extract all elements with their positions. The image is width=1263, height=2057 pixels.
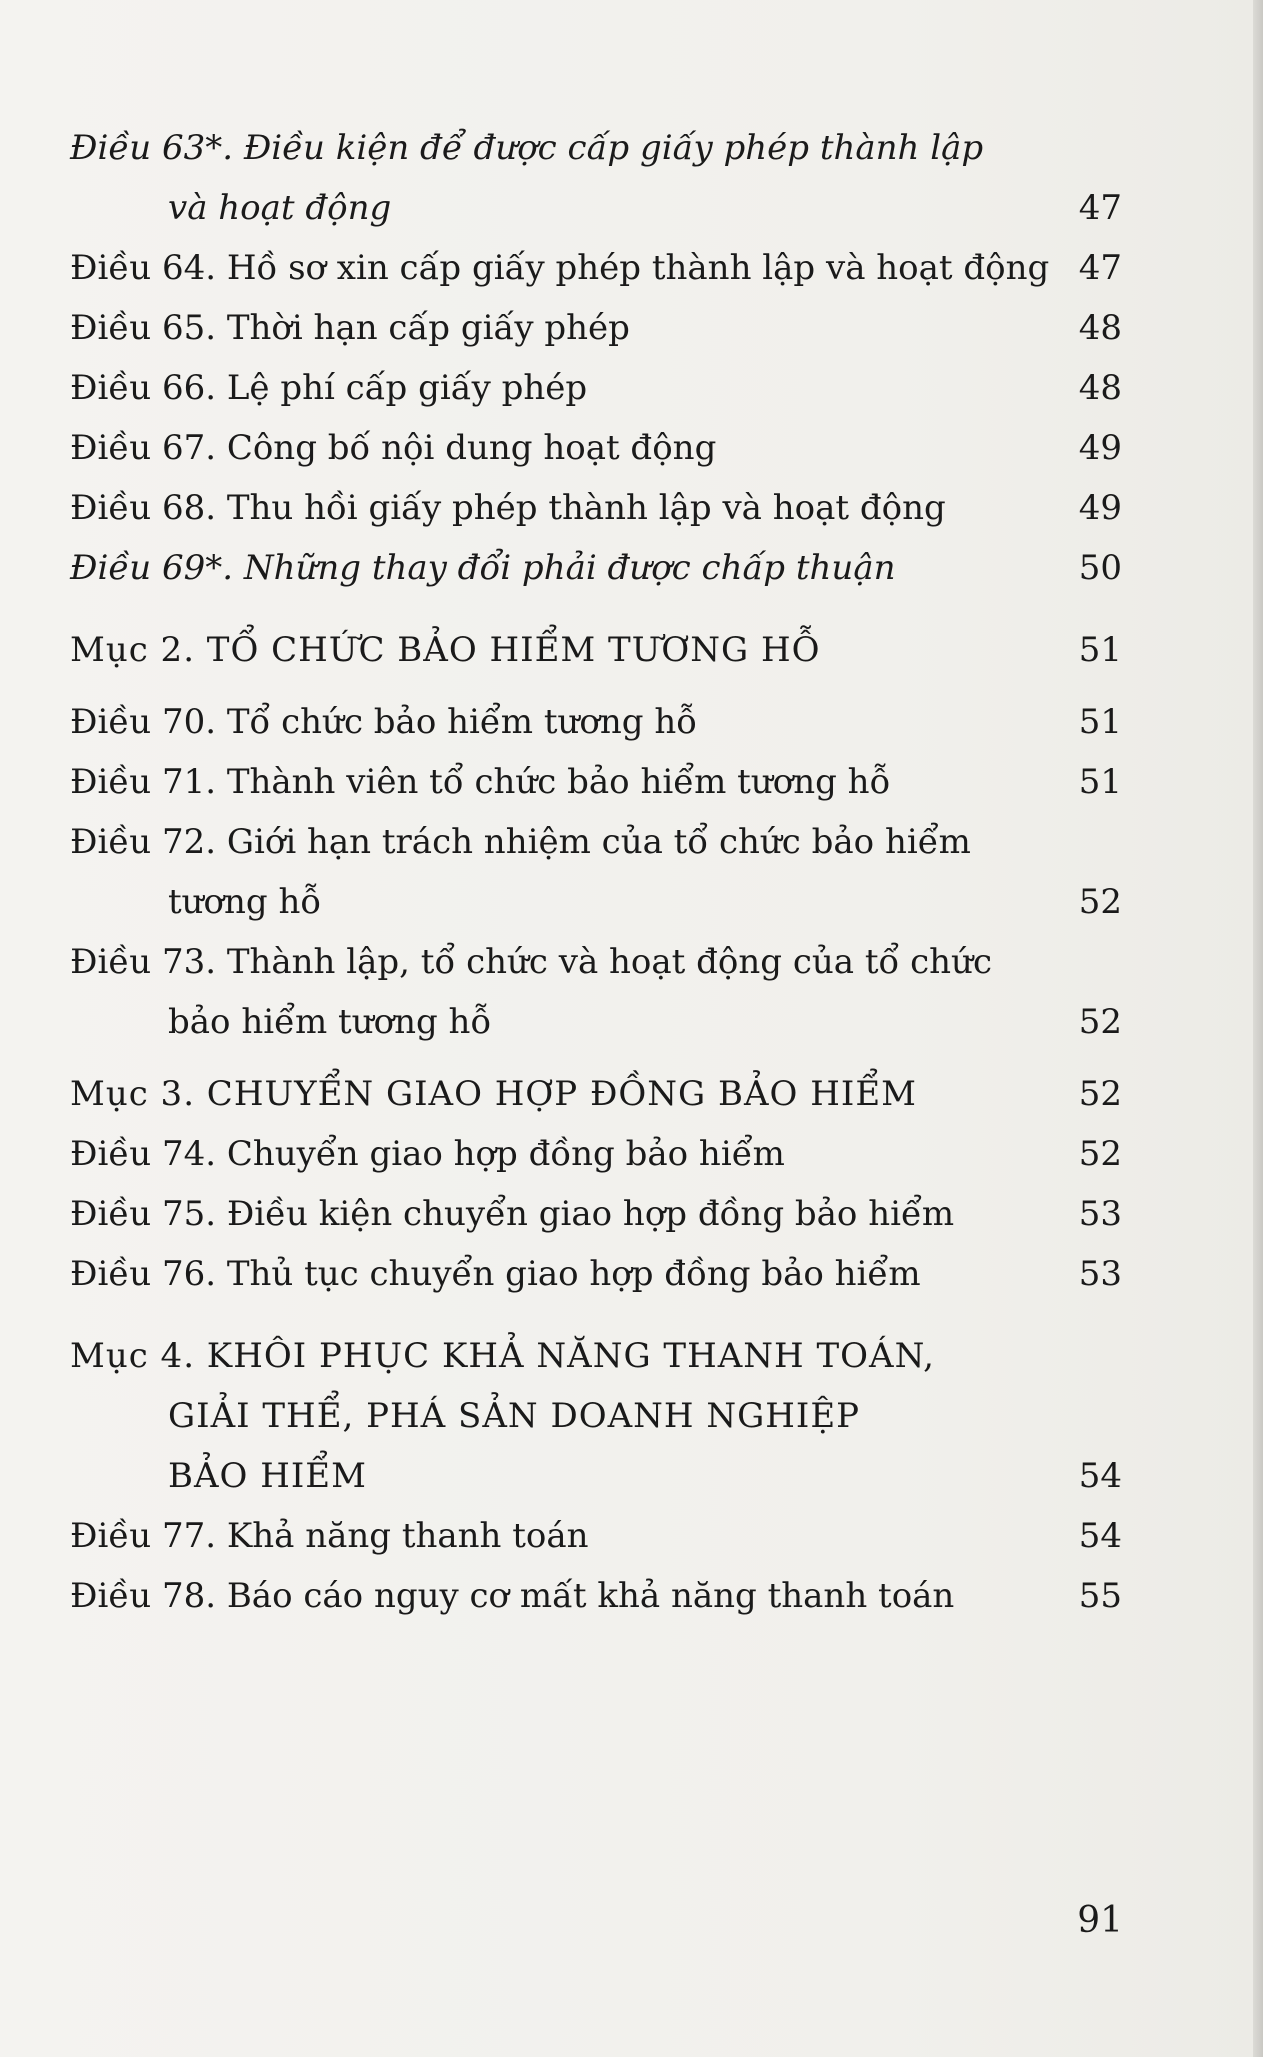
toc-entry-title-continued: và hoạt động xyxy=(168,188,392,228)
toc-entry-dieu-68 xyxy=(70,478,1122,538)
toc-section-title: Mục 4. KHÔI PHỤC KHẢ NĂNG THANH TOÁN, xyxy=(70,1336,935,1376)
toc-entry-title: Điều 64. Hồ sơ xin cấp giấy phép thành lập và hoạt động xyxy=(70,248,1050,288)
toc-entry-dieu-63 xyxy=(70,118,1122,238)
toc-entry-title: Điều 71. Thành viên tổ chức bảo hiểm tương hỗ xyxy=(70,762,891,802)
toc-entry-title-continued: tương hỗ xyxy=(168,882,322,922)
toc-entry-title: Điều 67. Công bố nội dung hoạt động xyxy=(70,428,717,468)
toc-entry-title: Điều 76. Thủ tục chuyển giao hợp đồng bảo hiểm xyxy=(70,1254,921,1294)
toc-entry-dieu-78 xyxy=(70,1566,1122,1626)
toc-entry-dieu-67 xyxy=(70,418,1122,478)
toc-section-muc-2 xyxy=(70,620,1122,680)
toc-entry-page: 51 xyxy=(1078,630,1122,670)
toc-entry-page: 54 xyxy=(1078,1456,1122,1496)
toc-entry-page: 47 xyxy=(1078,248,1122,288)
toc-entry-dieu-77 xyxy=(70,1506,1122,1566)
toc-entry-dieu-69 xyxy=(70,538,1122,598)
toc-entry-dieu-75 xyxy=(70,1184,1122,1244)
toc-section-title-continued: GIẢI THỂ, PHÁ SẢN DOANH NGHIỆP xyxy=(168,1396,861,1436)
toc-entry-title: Điều 72. Giới hạn trách nhiệm của tổ chức bảo hiểm xyxy=(70,822,971,862)
toc-entry-page: 55 xyxy=(1078,1576,1122,1616)
page-number: 91 xyxy=(1077,1900,1123,1941)
toc-entry-title: Điều 63*. Điều kiện để được cấp giấy phép thành lập xyxy=(70,128,984,168)
toc-entry-dieu-71 xyxy=(70,752,1122,812)
toc-entry-dieu-64 xyxy=(70,238,1122,298)
toc-entry-page: 52 xyxy=(1078,1134,1122,1174)
toc-entry-page: 52 xyxy=(1078,1074,1122,1114)
toc-entry-page: 47 xyxy=(1078,188,1122,228)
toc-section-muc-4 xyxy=(70,1326,1122,1506)
toc-entry-page: 54 xyxy=(1078,1516,1122,1556)
table-of-contents xyxy=(70,118,1122,1626)
toc-entry-title: Điều 66. Lệ phí cấp giấy phép xyxy=(70,368,588,408)
toc-entry-page: 50 xyxy=(1078,548,1122,588)
toc-entry-dieu-72 xyxy=(70,812,1122,932)
toc-entry-title: Điều 69*. Những thay đổi phải được chấp thuận xyxy=(70,548,896,588)
toc-entry-page: 53 xyxy=(1078,1254,1122,1294)
toc-entry-title: Điều 68. Thu hồi giấy phép thành lập và hoạt động xyxy=(70,488,946,528)
toc-entry-page: 48 xyxy=(1078,368,1122,408)
toc-entry-page: 52 xyxy=(1078,1002,1122,1042)
toc-entry-title: Điều 75. Điều kiện chuyển giao hợp đồng bảo hiểm xyxy=(70,1194,955,1234)
toc-section-muc-3 xyxy=(70,1064,1122,1124)
toc-entry-page: 49 xyxy=(1078,428,1122,468)
toc-entry-dieu-65 xyxy=(70,298,1122,358)
toc-entry-dieu-76 xyxy=(70,1244,1122,1304)
toc-entry-title: Điều 74. Chuyển giao hợp đồng bảo hiểm xyxy=(70,1134,785,1174)
toc-entry-dieu-70 xyxy=(70,692,1122,752)
toc-section-title: Mục 3. CHUYỂN GIAO HỢP ĐỒNG BẢO HIỂM xyxy=(70,1074,917,1114)
toc-entry-page: 51 xyxy=(1078,762,1122,802)
toc-entry-title: Điều 65. Thời hạn cấp giấy phép xyxy=(70,308,630,348)
toc-entry-title: Điều 78. Báo cáo nguy cơ mất khả năng thanh toán xyxy=(70,1576,955,1616)
toc-entry-page: 52 xyxy=(1078,882,1122,922)
toc-section-title: Mục 2. TỔ CHỨC BẢO HIỂM TƯƠNG HỖ xyxy=(70,630,821,670)
toc-entry-dieu-74 xyxy=(70,1124,1122,1184)
toc-entry-title: Điều 77. Khả năng thanh toán xyxy=(70,1516,589,1556)
toc-entry-page: 49 xyxy=(1078,488,1122,528)
toc-section-title-continued: BẢO HIỂM xyxy=(168,1456,367,1496)
toc-entry-dieu-66 xyxy=(70,358,1122,418)
toc-entry-title: Điều 70. Tổ chức bảo hiểm tương hỗ xyxy=(70,702,698,742)
toc-entry-title: Điều 73. Thành lập, tổ chức và hoạt động của tổ chức xyxy=(70,942,993,982)
page-edge-shadow xyxy=(1253,0,1263,2057)
toc-entry-page: 51 xyxy=(1078,702,1122,742)
toc-entry-title-continued: bảo hiểm tương hỗ xyxy=(168,1002,492,1042)
toc-entry-page: 48 xyxy=(1078,308,1122,348)
toc-entry-page: 53 xyxy=(1078,1194,1122,1234)
toc-entry-dieu-73 xyxy=(70,932,1122,1052)
